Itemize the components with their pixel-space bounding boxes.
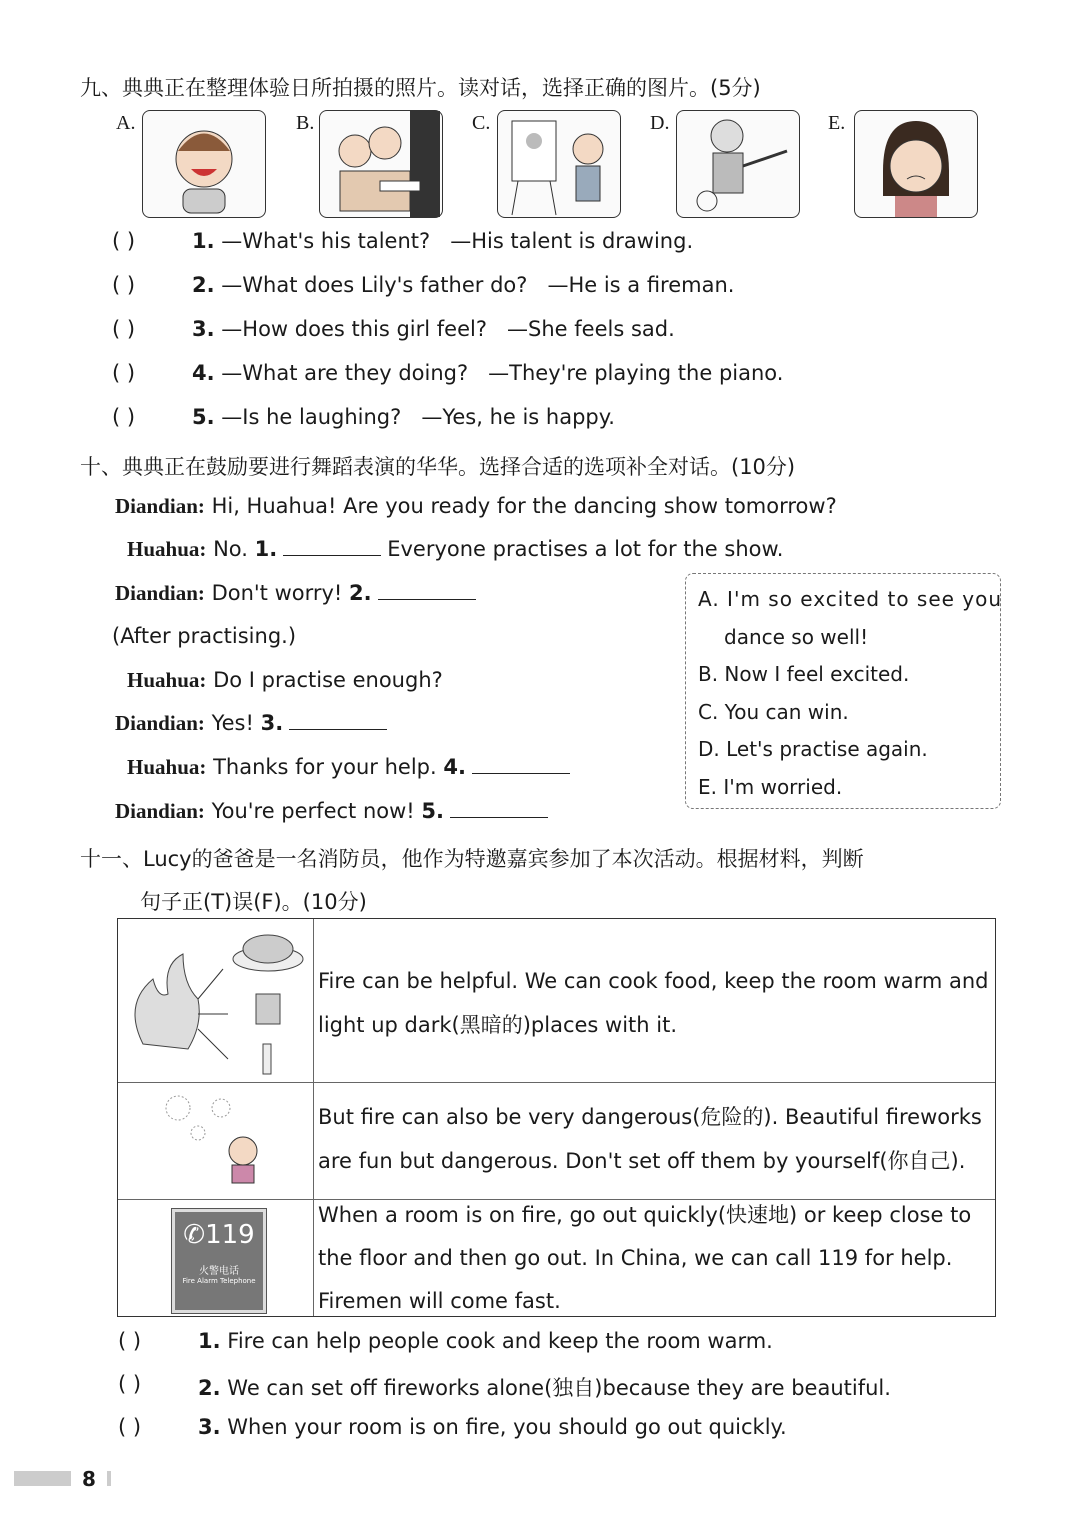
fireworks-icon [158,1093,298,1197]
option-a: A. I'm so excited to see you [698,587,1003,611]
answer-blank[interactable] [472,755,570,774]
dialogue-line: Huahua: No. 1. Everyone practises a lot for the show. [127,537,784,561]
option-d: D. Let's practise again. [698,737,928,761]
fire-uses-icon [123,924,308,1083]
option-e: E. I'm worried. [698,775,843,799]
answer-blank[interactable] [450,799,548,818]
option-a-cont: dance so well! [724,625,869,649]
tf-question: 1. Fire can help people cook and keep the room warm. [198,1329,773,1353]
option-b: B. Now I feel excited. [698,662,910,686]
page-footer-bar [14,1471,71,1486]
question: —What does Lily's father do? [221,273,528,297]
option-c: C. You can win. [698,700,849,724]
page-number: 8 [82,1467,96,1491]
fire-alarm-sign-icon: ✆119 火警电话 Fire Alarm Telephone [172,1209,266,1313]
answer: —His talent is drawing. [450,229,694,253]
answer-blank[interactable] [378,581,476,600]
question-number: 5. [192,405,215,429]
row2-text: But fire can also be very dangerous(危险的). Beautiful fireworks are fun but dangerous. Don't set off them by yourself(你自己). [318,1105,982,1173]
dialogue-line: Huahua: Thanks for your help. 4. [127,755,576,780]
answer-blank[interactable]: ( ) [112,361,136,385]
question: —What's his talent? [221,229,431,253]
fireman-icon [676,110,800,218]
pic-label-c: C. [472,112,491,134]
dialogue-line: Huahua: Do I practise enough? [127,668,443,692]
section10-title: 十、典典正在鼓励要进行舞蹈表演的华华。选择合适的选项补全对话。(10分) [80,455,796,479]
section11-title: 十一、Lucy的爸爸是一名消防员，他作为特邀嘉宾参加了本次活动。根据材料，判断 [80,847,864,871]
sad-girl-icon [854,110,978,218]
row1-text: Fire can be helpful. We can cook food, keep the room warm and light up dark(黑暗的)places with it. [318,969,989,1037]
reading-table [117,918,996,1317]
laughing-boy-icon [142,110,266,218]
answer-blank[interactable]: ( ) [112,273,136,297]
question: —How does this girl feel? [221,317,488,341]
question: —Is he laughing? [221,405,402,429]
dialogue-line: Diandian: Hi, Huahua! Are you ready for the dancing show tomorrow? [115,494,837,518]
answer-blank[interactable]: ( ) [112,317,136,341]
dialogue-line: Diandian: You're perfect now! 5. [115,799,554,824]
answer: —Yes, he is happy. [421,405,615,429]
pic-label-d: D. [650,112,670,134]
kids-piano-icon [319,110,443,218]
dialogue-line: Diandian: Don't worry! 2. [115,581,482,606]
stage-direction: (After practising.) [112,624,297,648]
options-box [685,573,1001,809]
pic-label-a: A. [116,112,136,134]
boy-painting-icon [497,110,621,218]
answer-blank[interactable] [289,711,387,730]
row3-text: When a room is on fire, go out quickly(快速地) or keep close to the floor and then go out. In China, we can call 119 for help. Firemen will come fast. [318,1203,972,1313]
answer-blank[interactable]: ( ) [112,229,136,253]
answer-blank[interactable] [283,537,381,556]
question-number: 2. [192,273,215,297]
answer: —They're playing the piano. [488,361,784,385]
answer-blank[interactable]: ( ) [118,1372,142,1396]
question-number: 1. [192,229,215,253]
answer-blank[interactable]: ( ) [118,1329,142,1353]
tf-question: 2. We can set off fireworks alone(独自)because they are beautiful. [198,1376,891,1400]
answer-blank[interactable]: ( ) [118,1415,142,1439]
page-footer-tick [107,1471,111,1486]
tf-question: 3. When your room is on fire, you should go out quickly. [198,1415,787,1439]
pic-label-b: B. [296,112,315,134]
dialogue-line: Diandian: Yes! 3. [115,711,393,736]
section9-title: 九、典典正在整理体验日所拍摄的照片。读对话，选择正确的图片。(5分) [80,76,761,100]
answer: —She feels sad. [507,317,675,341]
question-number: 4. [192,361,215,385]
question-number: 3. [192,317,215,341]
pic-label-e: E. [828,112,846,134]
question: —What are they doing? [221,361,469,385]
answer-blank[interactable]: ( ) [112,405,136,429]
section11-title-cont: 句子正(T)误(F)。(10分) [140,890,367,914]
answer: —He is a fireman. [547,273,735,297]
